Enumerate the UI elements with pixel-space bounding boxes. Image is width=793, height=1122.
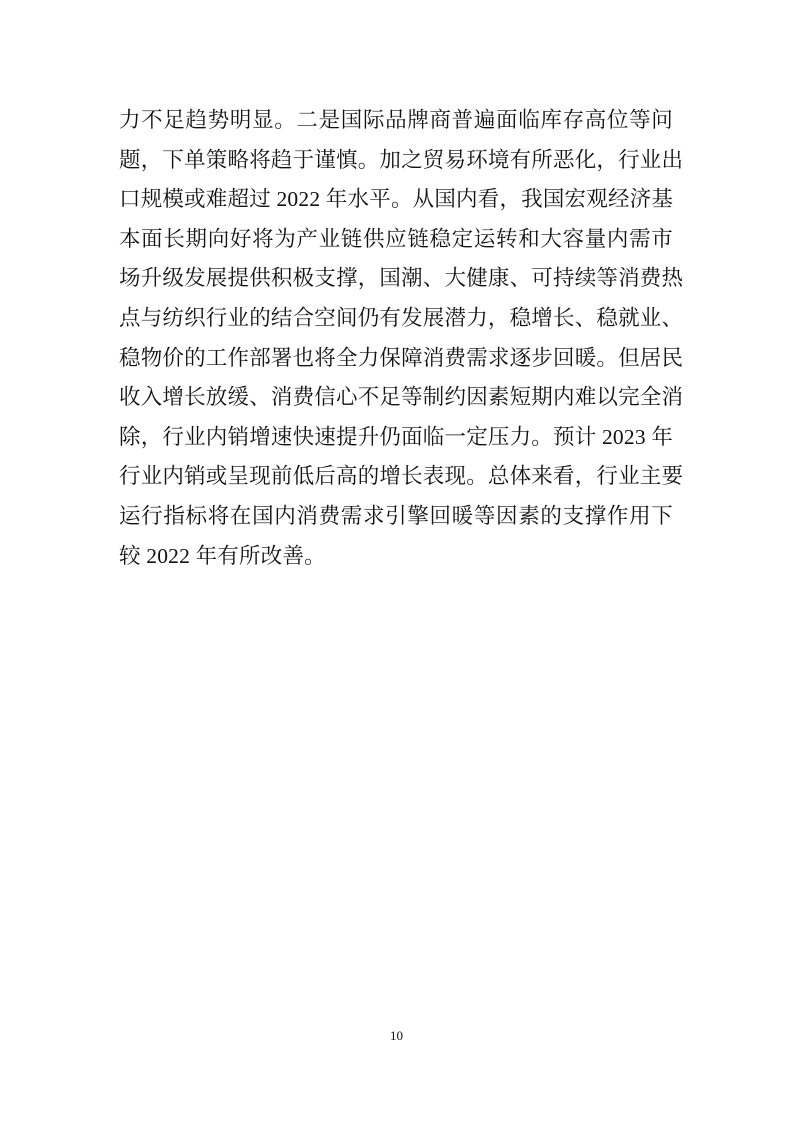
paragraph-line: 力不足趋势明显。二是国际品牌商普遍面临库存高位等问 <box>119 108 673 132</box>
paragraph-line: 行业内销或呈现前低后高的增长表现。总体来看，行业主要 <box>119 464 684 489</box>
paragraph-line: 本面长期向好将为产业链供应链稳定运转和大容量内需市 <box>119 226 673 251</box>
paragraph-line: 口规模或难超过 2022 年水平。从国内看，我国宏观经济基 <box>119 187 674 212</box>
paragraph-line: 较 2022 年有所改善。 <box>119 543 326 568</box>
paragraph-line: 稳物价的工作部署也将全力保障消费需求逐步回暖。但居民 <box>119 345 684 370</box>
body-text-paragraph <box>119 101 684 576</box>
page-number: 10 <box>390 1028 403 1043</box>
paragraph-line: 题，下单策略将趋于谨慎。加之贸易环境有所恶化，行业出 <box>119 147 684 172</box>
paragraph-line: 运行指标将在国内消费需求引擎回暖等因素的支撑作用下 <box>119 503 673 528</box>
paragraph-line: 除，行业内销增速快速提升仍面临一定压力。预计 2023 年 <box>119 424 674 449</box>
paragraph-line: 点与纺织行业的结合空间仍有发展潜力，稳增长、稳就业、 <box>119 305 684 330</box>
paragraph-line: 收入增长放缓、消费信心不足等制约因素短期内难以完全消 <box>119 385 684 410</box>
paragraph-line: 场升级发展提供积极支撑，国潮、大健康、可持续等消费热 <box>119 266 684 291</box>
